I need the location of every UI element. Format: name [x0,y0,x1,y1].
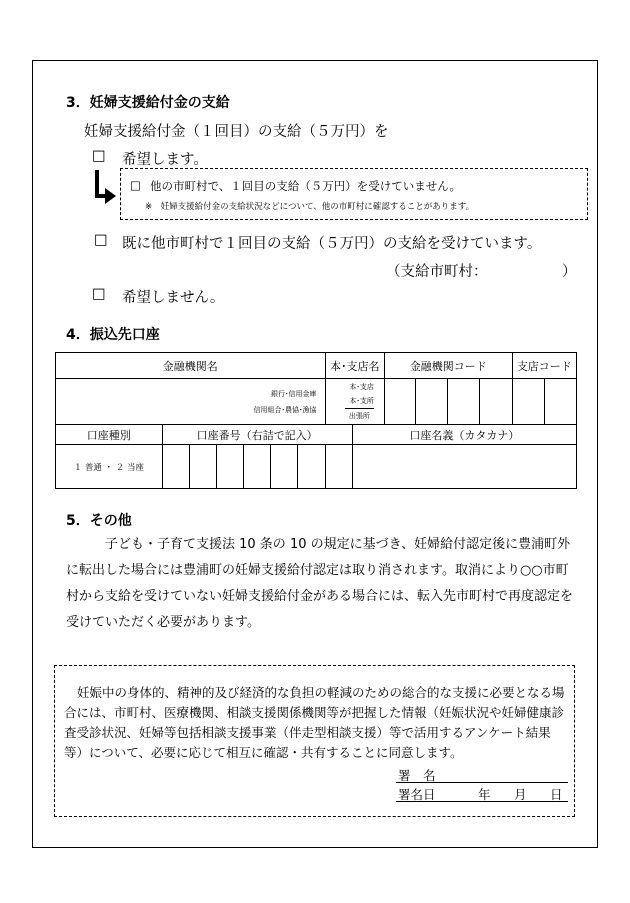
date-year: 年 [478,787,491,802]
header-bank-name: 金融機関名 [56,353,326,379]
header-branch-name: 本･支店名 [325,353,384,379]
checkbox-icon[interactable]: □ [92,286,106,302]
date-line[interactable] [396,801,568,802]
bank-type-2: 信用組合･農協･漁協 [253,405,317,414]
option-already-checkbox[interactable] [94,232,108,248]
bank-name-cell[interactable] [56,379,326,425]
sub-option-box [120,168,588,220]
sub-option-note: ※ 妊婦支援給付金の支給状況などについて、他の市町村に確認することがあります。 [145,202,475,212]
bank-code-digit[interactable] [480,379,512,425]
paid-city-close: ） [562,264,577,280]
option-no-checkbox[interactable] [92,286,106,302]
account-number-digit[interactable] [298,445,325,489]
account-type-cell[interactable]: １ 普通 ・ ２ 当座 [56,445,163,489]
checkbox-icon[interactable]: □ [94,232,108,248]
branch-type-2: 本･支所 [349,397,374,405]
section5-heading: 5．その他 [66,513,132,529]
branch-code-digit[interactable] [544,379,576,425]
bank-code-digit[interactable] [448,379,480,425]
branch-name-cell[interactable] [325,379,384,425]
header-bank-code: 金融機関コード [384,353,512,379]
bent-arrow-icon [92,170,118,210]
account-number-digit[interactable] [271,445,298,489]
section5-text: 子ども・子育て支援法 10 条の 10 の規定に基づき、妊婦給付認定後に豊浦町外に転出した場合には豊浦町の妊婦支援給付認定は取り消されます。取消により○○市町村から支給を受けていない妊婦支援給付金がある場合には、転入先市町村で再度認定を受けていただく必要があります。 [66,537,574,630]
bank-type-1: 銀行･信用金庫 [271,389,317,398]
option-hope-checkbox[interactable] [92,148,106,164]
account-number-digit[interactable] [162,445,189,489]
header-branch-code: 支店コード [512,353,576,379]
date-label: 署名日 [398,787,436,802]
account-holder-cell[interactable] [352,445,576,489]
header-account-number: 口座番号（右詰で記入） [162,425,352,445]
bank-account-table [55,352,577,489]
section4-heading: 4．振込先口座 [66,327,160,343]
account-number-digit[interactable] [244,445,271,489]
option-hope-label: 希望します。 [122,152,208,168]
date-month: 月 [514,787,527,802]
header-account-type: 口座種別 [56,425,163,445]
branch-type-3: 出張所 [345,408,374,423]
sub-option-label: 他の市町村で、１回目の支給（５万円）を受けていません。 [150,179,461,193]
bank-code-digit[interactable] [416,379,448,425]
option-no-label: 希望しません。 [122,290,225,306]
consent-text: 妊娠中の身体的、精神的及び経済的な負担の軽減のための総合的な支援に必要となる場合には、市町村、医療機関、相談支援関係機関等が把握した情報（妊娠状況や妊婦健康診査受診状況、妊婦等包括相談支援事業（伴走型相談支援）等で活用するアンケート結果等）について、必要に応じて相互に確認・共有することに同意します。 [64,685,565,760]
checkbox-icon[interactable]: □ [130,178,141,192]
branch-type-1: 本･支店 [349,383,374,391]
signature-label: 署 名 [398,768,436,783]
date-day: 日 [550,787,563,802]
signature-line[interactable] [396,782,568,783]
account-number-digit[interactable] [216,445,243,489]
checkbox-icon[interactable]: □ [92,148,106,164]
option-already-label: 既に他市町村で１回目の支給（５万円）の支給を受けています。 [122,236,542,252]
paid-city-label: （支給市町村： [386,264,488,280]
section3-intro: 妊婦支援給付金（１回目）の支給（５万円）を [84,124,389,140]
header-account-holder: 口座名義（カタカナ） [352,425,576,445]
sub-option-checkbox[interactable] [130,178,141,192]
branch-code-digit[interactable] [512,379,544,425]
account-number-digit[interactable] [325,445,352,489]
bank-code-digit[interactable] [384,379,415,425]
account-number-digit[interactable] [189,445,216,489]
section3-heading: 3．妊婦支援給付金の支給 [66,95,230,111]
